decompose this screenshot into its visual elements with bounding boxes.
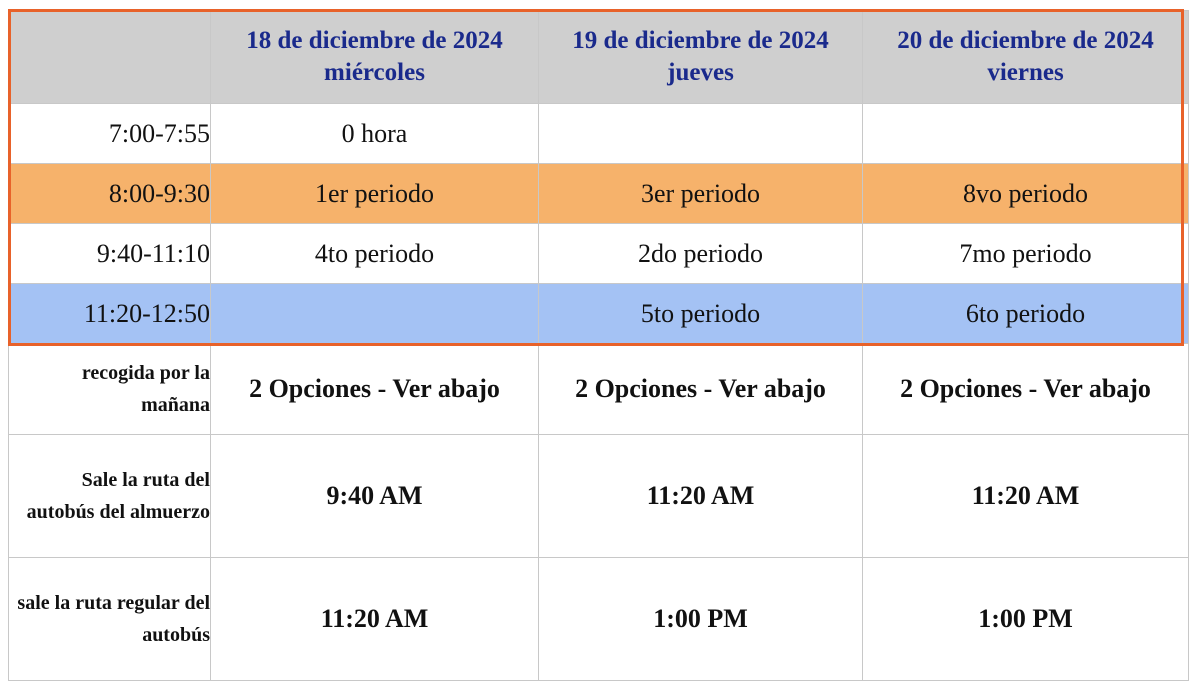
period-row [9, 104, 1189, 164]
info-cell: 11:20 AM [211, 558, 539, 681]
info-cell: 2 Opciones - Ver abajo [539, 344, 863, 435]
row-label: Sale la ruta del autobús del almuerzo [9, 435, 211, 558]
period-row [9, 224, 1189, 284]
time-slot: 11:20-12:50 [9, 284, 211, 344]
period-cell [211, 284, 539, 344]
row-label: recogida por la mañana [9, 344, 211, 435]
info-cell: 11:20 AM [863, 435, 1189, 558]
day-date: 18 de diciembre de 2024 [246, 27, 503, 54]
time-slot: 9:40-11:10 [9, 224, 211, 284]
header-corner-cell [9, 11, 211, 104]
period-cell [539, 104, 863, 164]
period-row [9, 164, 1189, 224]
day-weekday: jueves [667, 59, 734, 86]
info-cell: 1:00 PM [539, 558, 863, 681]
info-cell: 2 Opciones - Ver abajo [863, 344, 1189, 435]
time-slot: 7:00-7:55 [9, 104, 211, 164]
info-row-regular-bus [9, 558, 1189, 681]
row-label: sale la ruta regular del autobús [9, 558, 211, 681]
info-cell: 2 Opciones - Ver abajo [211, 344, 539, 435]
period-cell: 7mo periodo [863, 224, 1189, 284]
period-cell: 3er periodo [539, 164, 863, 224]
period-cell: 5to periodo [539, 284, 863, 344]
time-slot: 8:00-9:30 [9, 164, 211, 224]
day-header-2 [539, 11, 863, 104]
day-date: 19 de diciembre de 2024 [572, 27, 829, 54]
day-weekday: miércoles [324, 59, 425, 86]
period-cell: 4to periodo [211, 224, 539, 284]
day-weekday: viernes [987, 59, 1064, 86]
period-cell: 8vo periodo [863, 164, 1189, 224]
period-cell: 6to periodo [863, 284, 1189, 344]
period-cell: 2do periodo [539, 224, 863, 284]
info-cell: 11:20 AM [539, 435, 863, 558]
info-cell: 9:40 AM [211, 435, 539, 558]
period-cell: 0 hora [211, 104, 539, 164]
info-row-morning-pickup [9, 344, 1189, 435]
info-row-lunch-bus [9, 435, 1189, 558]
schedule-table [8, 10, 1189, 681]
header-row [9, 11, 1189, 104]
info-cell: 1:00 PM [863, 558, 1189, 681]
day-date: 20 de diciembre de 2024 [897, 27, 1154, 54]
day-header-3 [863, 11, 1189, 104]
period-cell [863, 104, 1189, 164]
day-header-1 [211, 11, 539, 104]
period-cell: 1er periodo [211, 164, 539, 224]
period-row [9, 284, 1189, 344]
